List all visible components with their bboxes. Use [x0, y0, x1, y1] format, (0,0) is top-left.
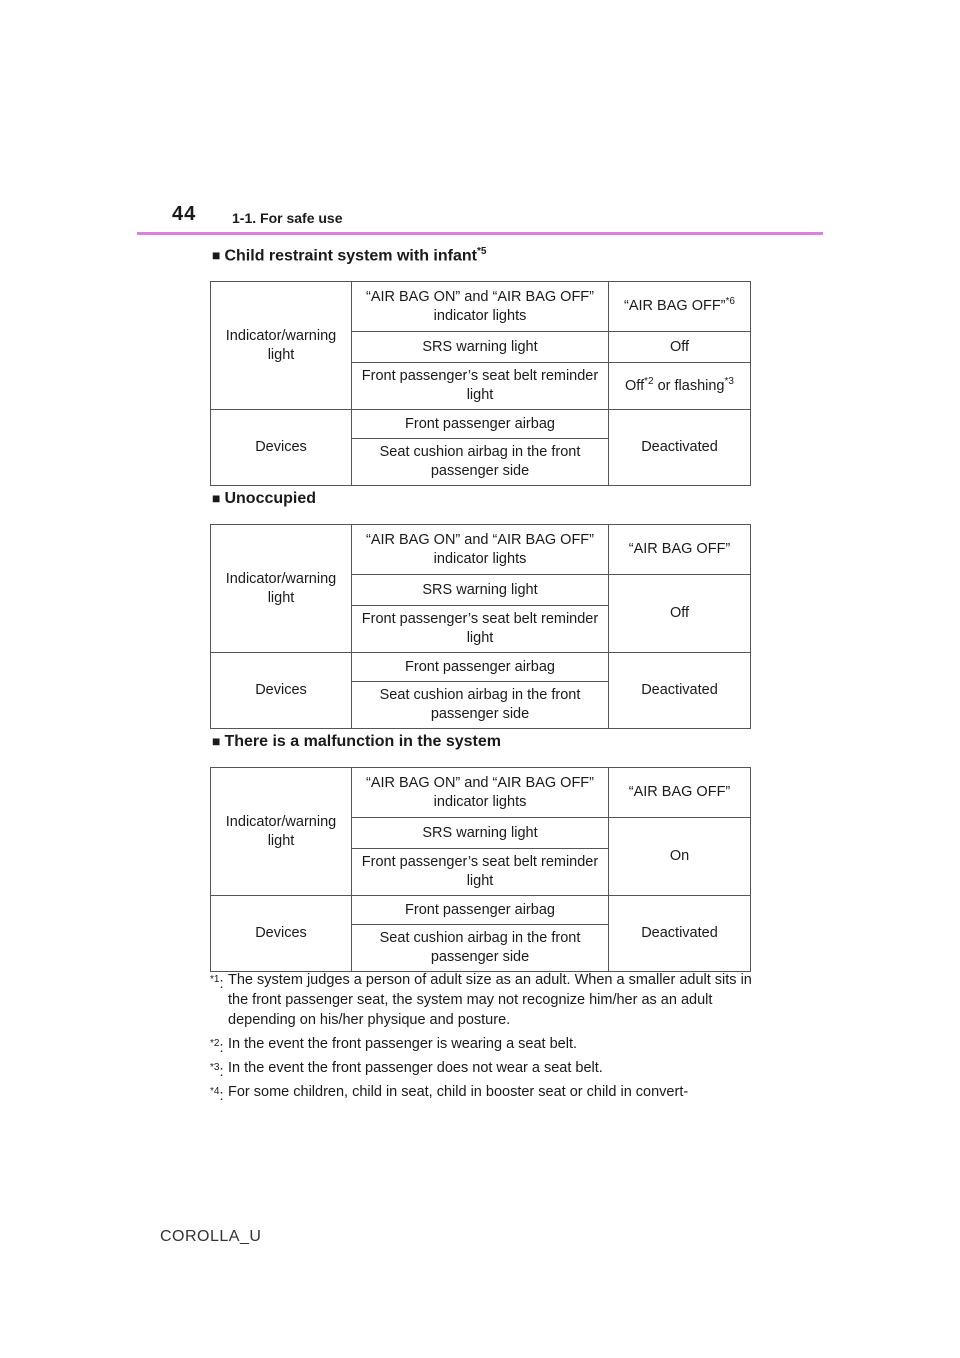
seatbelt-label: Front passenger’s seat belt reminder light	[352, 849, 609, 896]
footnote-text: In the event the front passenger does not wear a seat belt.	[228, 1060, 603, 1076]
srs-label: SRS warning light	[352, 818, 609, 849]
srs-label: SRS warning light	[352, 575, 609, 606]
table-infant	[210, 281, 751, 486]
footnote	[210, 1058, 770, 1078]
airbag-lights-label: “AIR BAG ON” and “AIR BAG OFF” indicator lights	[352, 768, 609, 818]
devices-label: Devices	[211, 653, 352, 729]
devices-label: Devices	[211, 410, 352, 486]
srs-seatbelt-value: On	[609, 818, 751, 896]
indicator-label: Indicator/warning light	[211, 525, 352, 653]
devices-value: Deactivated	[609, 653, 751, 729]
srs-seatbelt-value: Off	[609, 575, 751, 653]
cushion-airbag-label: Seat cushion airbag in the front passenger side	[352, 925, 609, 972]
footnote-mark: $^{*3}$:	[210, 1062, 224, 1080]
airbag-lights-value: “AIR BAG OFF”	[609, 525, 751, 575]
devices-label: Devices	[211, 896, 352, 972]
heading-malfunction	[212, 733, 501, 751]
srs-value: Off	[609, 332, 751, 363]
footer-label: COROLLA_U	[160, 1228, 262, 1245]
srs-label: SRS warning light	[352, 332, 609, 363]
square-bullet-icon: ■	[212, 247, 221, 264]
section-title: 1-1. For safe use	[232, 210, 343, 226]
footnote	[210, 970, 770, 1030]
seatbelt-label: Front passenger’s seat belt reminder light	[352, 606, 609, 653]
airbag-lights-value: “AIR BAG OFF”	[609, 768, 751, 818]
front-airbag-label: Front passenger airbag	[352, 653, 609, 682]
front-airbag-label: Front passenger airbag	[352, 896, 609, 925]
cushion-airbag-label: Seat cushion airbag in the front passenger side	[352, 682, 609, 729]
airbag-lights-label: “AIR BAG ON” and “AIR BAG OFF” indicator lights	[352, 282, 609, 332]
heading-text: There is a malfunction in the system	[224, 733, 501, 750]
heading-text: Unoccupied	[224, 490, 317, 507]
footnote-text: For some children, child in seat, child in booster seat or child in convert-	[228, 1084, 689, 1100]
square-bullet-icon: ■	[212, 490, 221, 506]
heading-text: Child restraint system with infant	[224, 247, 477, 265]
table-unoccupied	[210, 524, 751, 729]
front-airbag-label: Front passenger airbag	[352, 410, 609, 439]
footnote-text: The system judges a person of adult size as an adult. When a smaller adult sits in the front passenger seat, the system may not recognize him/her as an adult depending on his/her physique and posture.	[228, 972, 752, 1028]
cushion-airbag-label: Seat cushion airbag in the front passenger side	[352, 439, 609, 486]
devices-value: Deactivated	[609, 410, 751, 486]
footnote	[210, 1034, 770, 1054]
airbag-lights-value: “AIR BAG OFF”$^{*6}$	[609, 282, 751, 332]
table-malfunction	[210, 767, 751, 972]
heading-infant	[212, 246, 486, 265]
indicator-label: Indicator/warning light	[211, 282, 352, 410]
square-bullet-icon: ■	[212, 733, 221, 749]
footnote-text: In the event the front passenger is wearing a seat belt.	[228, 1036, 578, 1052]
footnote-mark: $^{*1}$:	[210, 974, 224, 992]
airbag-lights-label: “AIR BAG ON” and “AIR BAG OFF” indicator lights	[352, 525, 609, 575]
footnote-mark: $^{*2}$:	[210, 1038, 224, 1056]
seatbelt-value: Off$^{*2}$ or flashing$^{*3}$	[609, 363, 751, 410]
footnote	[210, 1082, 770, 1102]
heading-footnote-mark: *5	[476, 246, 487, 257]
header-rule	[137, 232, 823, 235]
devices-value: Deactivated	[609, 896, 751, 972]
heading-unoccupied	[212, 490, 316, 508]
footnotes	[210, 970, 770, 1106]
page-number: 44	[172, 203, 197, 225]
footnote-mark: $^{*4}$:	[210, 1086, 224, 1104]
indicator-label: Indicator/warning light	[211, 768, 352, 896]
seatbelt-label: Front passenger’s seat belt reminder light	[352, 363, 609, 410]
